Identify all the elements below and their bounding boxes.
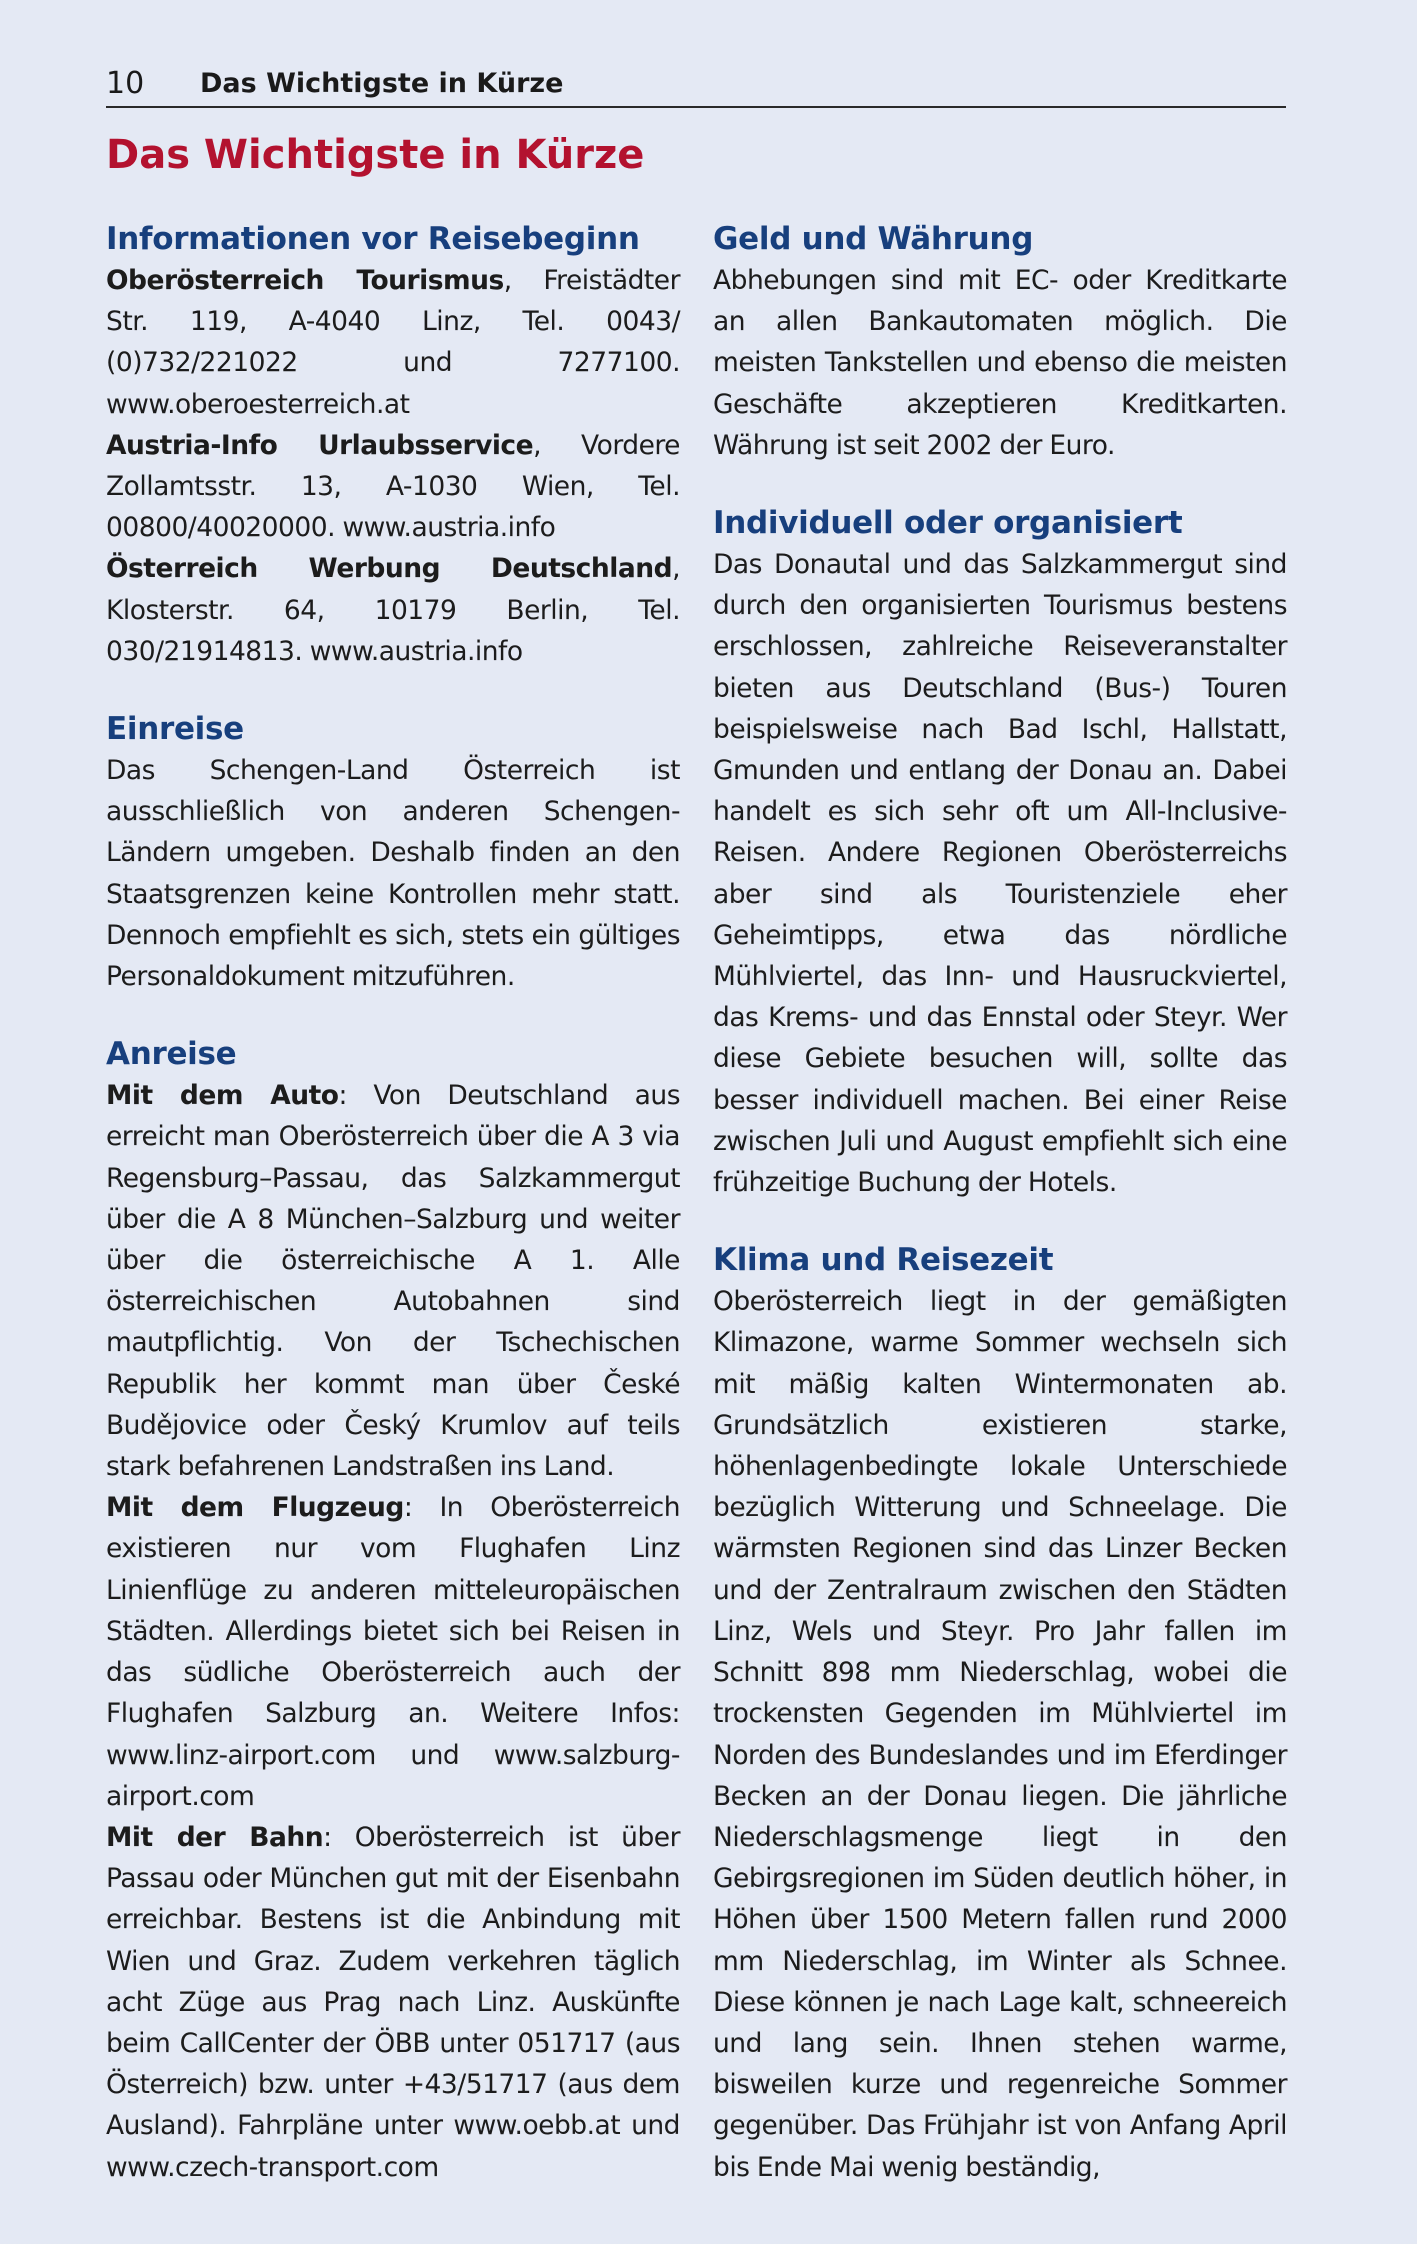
section-heading: Informationen vor Reisebeginn — [106, 221, 640, 257]
section-klima — [713, 1239, 1287, 2187]
section-geld — [713, 218, 1287, 466]
page-number: 10 — [106, 66, 145, 101]
section-heading: Individuell oder organisiert — [713, 505, 1183, 542]
entry-text: : In Oberösterreich existieren nur vom Flughafen Linz Linienflüge zu anderen mitteleuropäischen Städten. Allerdings bietet sich bei Reisen in das südliche Oberösterreich auch der Flughafen Salzburg an. Weitere Infos: www.linz-airport.com und www.salzburg-airport.com — [106, 1492, 680, 1812]
section-anreise — [106, 1033, 680, 2187]
section-heading: Klima und Reisezeit — [713, 1242, 1054, 1279]
section-informationen — [106, 218, 680, 672]
section-heading: Anreise — [106, 1036, 237, 1073]
section-body: Das Schengen-Land Österreich ist ausschließlich von anderen Schengen-Ländern umgeben. Deshalb finden an den Staatsgrenzen keine Kontrollen mehr statt. Dennoch empfiehlt es sich, stets ein gültiges Personaldokument mitzuführen. — [106, 755, 680, 993]
entry-text: : Von Deutschland aus erreicht man Oberösterreich über die A 3 via Regensburg–Passau, das Salzkammergut über die A 8 München–Salzburg und weiter über die österreichische A 1. Alle österreichischen Autobahnen sind mautpflichtig. Von der Tschechischen Republik her kommt man über České Budějovice oder Český Krumlov auf teils stark befahrenen Landstraßen ins Land. — [106, 1080, 680, 1483]
entry-name: Austria-Info Urlaubsservice — [106, 429, 534, 461]
entry-name: Mit dem Auto — [106, 1080, 339, 1112]
entry-name: Mit dem Flugzeug — [106, 1492, 404, 1524]
section-body: Abhebungen sind mit EC- oder Kreditkarte an allen Bankautomaten möglich. Die meisten Tankstellen und ebenso die meisten Geschäfte akzeptieren Kreditkarten. Währung ist seit 2002 der Euro. — [713, 265, 1287, 461]
running-header — [106, 62, 1286, 108]
entry-text: : Oberösterreich ist über Passau oder München gut mit der Eisenbahn erreichbar. Bestens ist die Anbindung mit Wien und Graz. Zudem verkehren täglich acht Züge aus Prag nach Linz. Auskünfte beim CallCenter der ÖBB unter 051717 (aus Österreich) bzw. unter +43/51717 (aus dem Ausland). Fahrpläne unter www.oebb.at und www.czech-transport.com — [106, 1821, 680, 2183]
entry-name: Österreich Werbung Deutschland — [106, 553, 673, 585]
entry-text: , Klosterstr. 64, 10179 Berlin, Tel. 030/21914813. www.austria.info — [106, 553, 680, 667]
entry-name: Oberösterreich Tourismus — [106, 265, 504, 296]
section-body: Das Donautal und das Salzkammergut sind durch den organisierten Tourismus bestens erschlossen, zahlreiche Reiseveranstalter bieten aus Deutschland (Bus-) Touren beispielsweise nach Bad Ischl, Hallstatt, Gmunden und entlang der Donau an. Dabei handelt es sich sehr oft um All-Inclusive-Reisen. Andere Regionen Oberösterreichs aber sind als Touristenziele eher Geheimtipps, etwa das nördliche Mühlviertel, das Inn- und Hausruckviertel, das Krems- und das Ennstal oder Steyr. Wer diese Gebiete besuchen will, sollte das besser individuell machen. Bei einer Reise zwischen Juli und August empfiehlt sich eine frühzeitige Buchung der Hotels. — [713, 549, 1287, 1199]
left-column — [106, 218, 680, 2224]
section-body — [106, 1075, 680, 2187]
section-body: Oberösterreich liegt in der gemäßigten Klimazone, warme Sommer wechseln sich mit mäßig kalten Wintermonaten ab. Grundsätzlich existieren starke, höhenlagenbedingte lokale Unterschiede bezüglich Witterung und Schneelage. Die wärmsten Regionen sind das Linzer Becken und der Zentralraum zwischen den Städten Linz, Wels und Steyr. Pro Jahr fallen im Schnitt 898 mm Niederschlag, wobei die trockensten Gegenden im Mühlviertel im Norden des Bundeslandes und im Eferdinger Becken an der Donau liegen. Die jährliche Niederschlagsmenge liegt in den Gebirgsregionen im Süden deutlich höher, in Höhen über 1500 Metern fallen rund 2000 mm Niederschlag, im Winter als Schnee. Diese können je nach Lage kalt, schneereich und lang sein. Ihnen stehen warme, bisweilen kurze und regenreiche Sommer gegenüber. Das Frühjahr ist von Anfang April bis Ende Mai wenig beständig, — [713, 1286, 1287, 2183]
chapter-title: Das Wichtigste in Kürze — [106, 132, 645, 178]
entry-text: , Freistädter Str. 119, A-4040 Linz, Tel. 0043/ (0)732/221022 und 7277100. www.oberoesterreich.at — [106, 265, 680, 420]
section-einreise — [106, 708, 680, 997]
right-column — [713, 218, 1287, 2224]
section-heading: Geld und Währung — [713, 221, 1034, 257]
section-body — [106, 260, 680, 672]
section-individuell — [713, 502, 1287, 1203]
entry-name: Mit der Bahn — [106, 1821, 324, 1853]
running-title: Das Wichtigste in Kürze — [200, 68, 564, 99]
section-heading: Einreise — [106, 711, 244, 748]
entry-text: , Vordere Zollamtsstr. 13, A-1030 Wien, Tel. 00800/40020000. www.austria.info — [106, 429, 680, 544]
